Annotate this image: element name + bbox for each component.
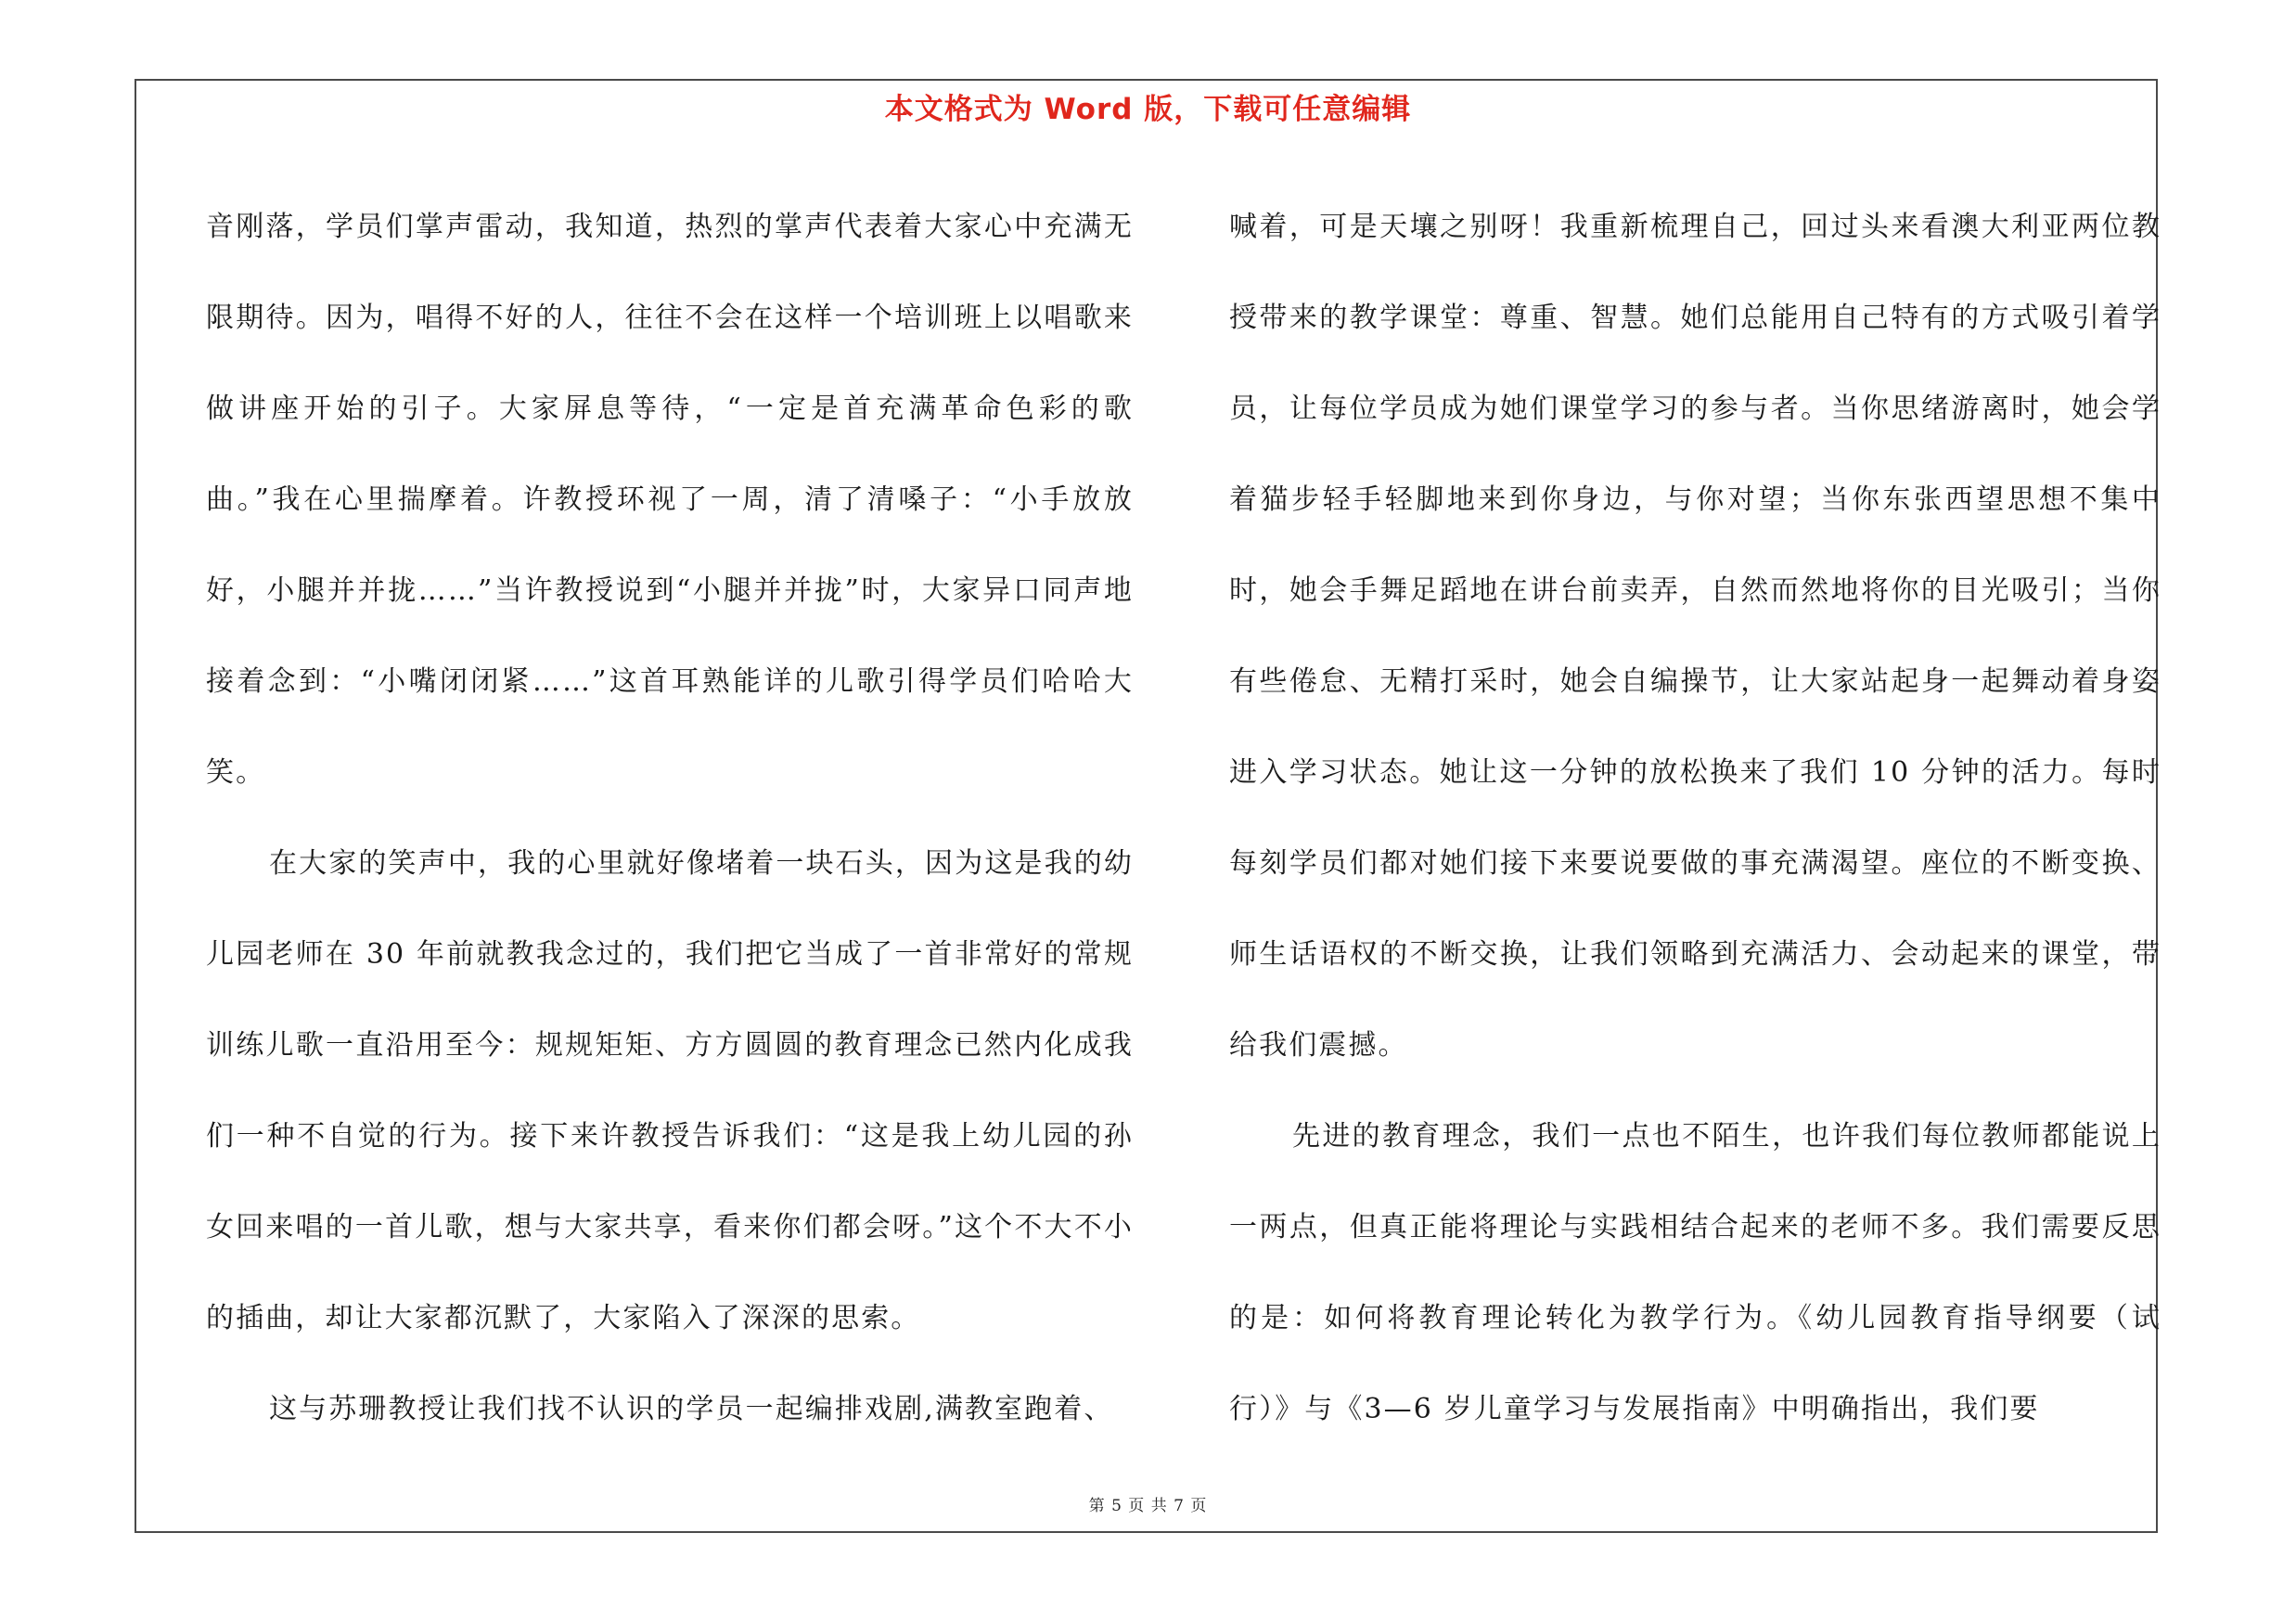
left-text-column	[206, 182, 1134, 1455]
left-paragraph-2: 在大家的笑声中，我的心里就好像堵着一块石头，因为这是我的幼儿园老师在 30 年前就教我念过的，我们把它当成了一首非常好的常规训练儿歌一直沿用至今：规规矩矩、方方圆圆的教育理念已然内化成我们一种不自觉的行为。接下来许教授告诉我们：“这是我上幼儿园的孙女回来唱的一首儿歌，想与大家共享，看来你们都会呀。”这个不大不小的插曲，却让大家都沉默了，大家陷入了深深的思索。	[206, 847, 1134, 1334]
right-paragraph-2: 先进的教育理念，我们一点也不陌生，也许我们每位教师都能说上一两点，但真正能将理论与实践相结合起来的老师不多。我们需要反思的是：如何将教育理论转化为教学行为。《幼儿园教育指导纲要（试行）》与《3—6 岁儿童学习与发展指南》中明确指出，我们要	[1229, 1120, 2161, 1425]
page-number-footer: 第 5 页 共 7 页	[1088, 1497, 1208, 1515]
right-paragraph-1: 喊着，可是天壤之别呀！我重新梳理自己，回过头来看澳大利亚两位教授带来的教学课堂：尊重、智慧。她们总能用自己特有的方式吸引着学员，让每位学员成为她们课堂学习的参与者。当你思绪游离时，她会学着猫步轻手轻脚地来到你身边，与你对望；当你东张西望思想不集中时，她会手舞足蹈地在讲台前卖弄，自然而然地将你的目光吸引；当你有些倦怠、无精打采时，她会自编操节，让大家站起身一起舞动着身姿进入学习状态。她让这一分钟的放松换来了我们 10 分钟的活力。每时每刻学员们都对她们接下来要说要做的事充满渴望。座位的不断变换、师生话语权的不断交换，让我们领略到充满活力、会动起来的课堂，带给我们震撼。	[1229, 211, 2161, 1062]
left-paragraph-3: 这与苏珊教授让我们找不认识的学员一起编排戏剧,满教室跑着、	[269, 1393, 1114, 1425]
left-paragraph-1: 音刚落，学员们掌声雷动，我知道，热烈的掌声代表着大家心中充满无限期待。因为，唱得不好的人，往往不会在这样一个培训班上以唱歌来做讲座开始的引子。大家屏息等待，“一定是首充满革命色彩的歌曲。”我在心里揣摩着。许教授环视了一周，清了清嗓子：“小手放放好，小腿并并拢……”当许教授说到“小腿并并拢”时，大家异口同声地接着念到：“小嘴闭闭紧……”这首耳熟能详的儿歌引得学员们哈哈大笑。	[206, 211, 1134, 789]
editable-format-banner: 本文格式为 Word 版，下载可任意编辑	[884, 93, 1412, 126]
right-text-column	[1229, 182, 2161, 1455]
